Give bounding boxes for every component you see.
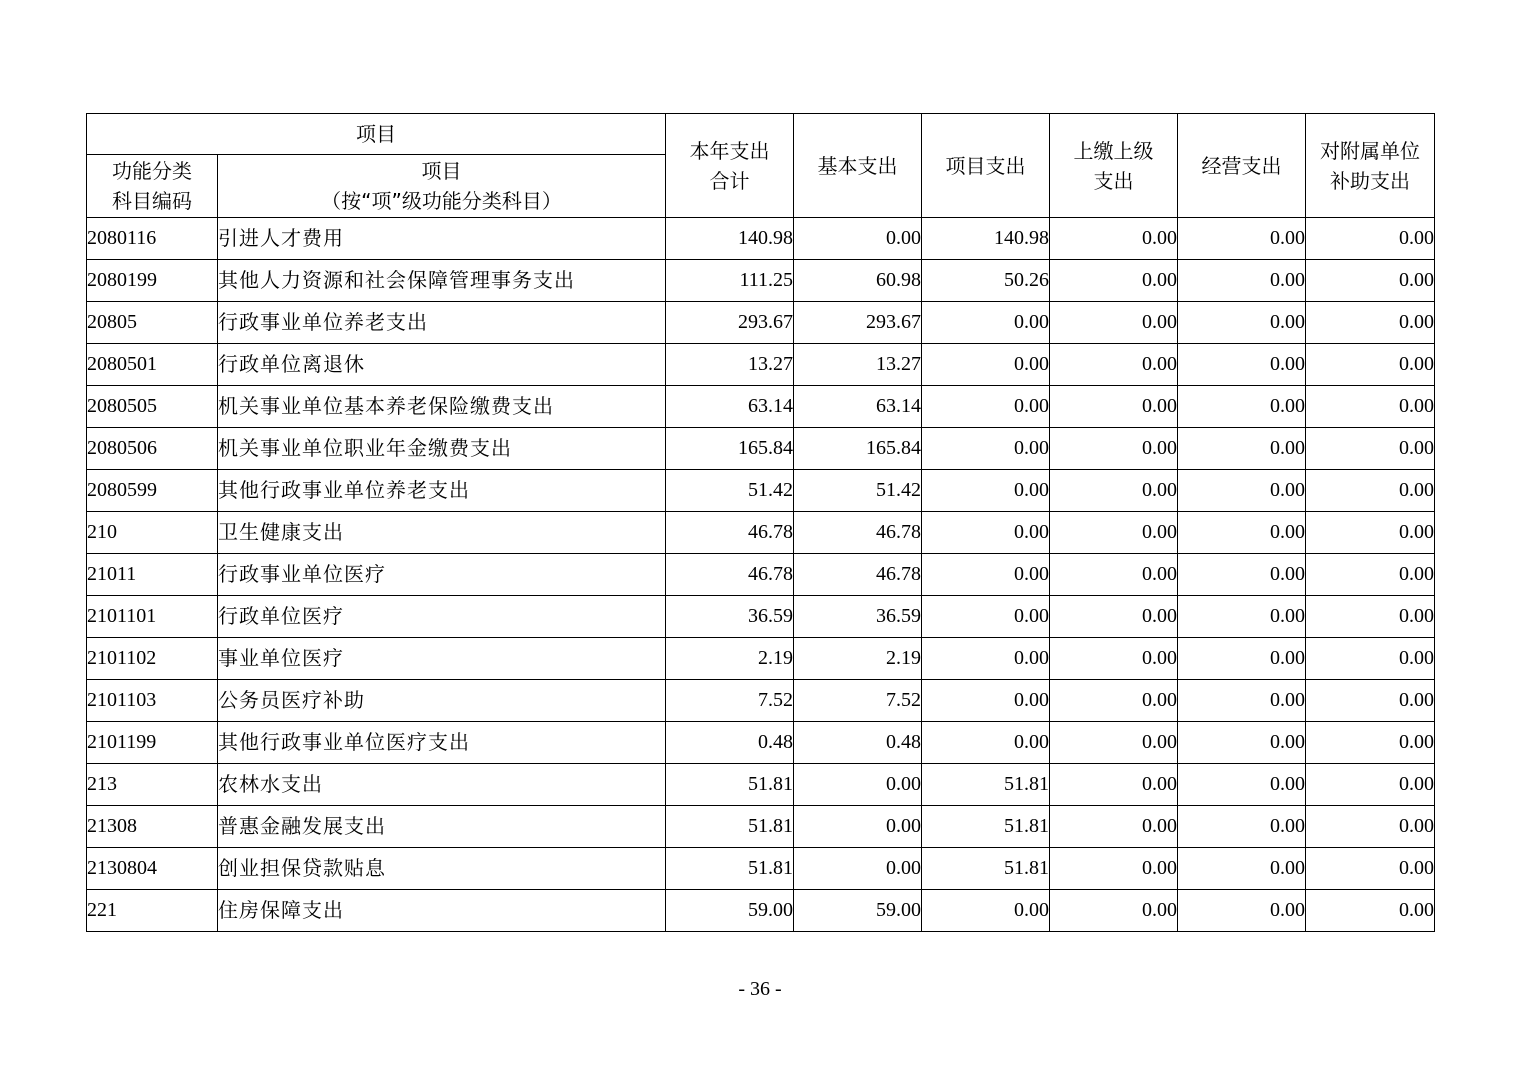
cell-code: 21308 — [87, 806, 218, 848]
cell-basic: 0.00 — [794, 848, 922, 890]
cell-total: 2.19 — [666, 638, 794, 680]
cell-name: 住房保障支出 — [218, 890, 666, 932]
table-row — [87, 512, 1435, 554]
cell-name: 行政单位离退休 — [218, 344, 666, 386]
cell-code: 2101199 — [87, 722, 218, 764]
cell-name: 其他行政事业单位养老支出 — [218, 470, 666, 512]
cell-code: 2080506 — [87, 428, 218, 470]
cell-subsidy: 0.00 — [1306, 806, 1435, 848]
cell-name: 创业担保贷款贴息 — [218, 848, 666, 890]
cell-total: 165.84 — [666, 428, 794, 470]
cell-operating: 0.00 — [1178, 302, 1306, 344]
cell-total: 293.67 — [666, 302, 794, 344]
cell-code: 210 — [87, 512, 218, 554]
cell-project: 0.00 — [922, 470, 1050, 512]
cell-project: 0.00 — [922, 344, 1050, 386]
cell-total: 36.59 — [666, 596, 794, 638]
table-row — [87, 764, 1435, 806]
cell-upper: 0.00 — [1050, 722, 1178, 764]
cell-project: 0.00 — [922, 722, 1050, 764]
cell-project: 51.81 — [922, 764, 1050, 806]
cell-upper: 0.00 — [1050, 806, 1178, 848]
table-row — [87, 260, 1435, 302]
cell-upper: 0.00 — [1050, 260, 1178, 302]
cell-upper: 0.00 — [1050, 386, 1178, 428]
cell-subsidy: 0.00 — [1306, 512, 1435, 554]
header-item-line2: （按“项”级功能分类科目） — [321, 189, 562, 213]
cell-total: 59.00 — [666, 890, 794, 932]
cell-upper: 0.00 — [1050, 218, 1178, 260]
cell-code: 2080116 — [87, 218, 218, 260]
table-row — [87, 596, 1435, 638]
header-item-line1: 项目 — [421, 159, 462, 183]
cell-code: 2101101 — [87, 596, 218, 638]
cell-subsidy: 0.00 — [1306, 470, 1435, 512]
cell-upper: 0.00 — [1050, 596, 1178, 638]
header-code-line2: 科目编码 — [112, 189, 192, 213]
cell-project: 0.00 — [922, 680, 1050, 722]
cell-operating: 0.00 — [1178, 218, 1306, 260]
table-row — [87, 722, 1435, 764]
cell-total: 111.25 — [666, 260, 794, 302]
cell-operating: 0.00 — [1178, 512, 1306, 554]
cell-upper: 0.00 — [1050, 554, 1178, 596]
cell-project: 51.81 — [922, 848, 1050, 890]
cell-name: 行政单位医疗 — [218, 596, 666, 638]
cell-total: 51.42 — [666, 470, 794, 512]
header-project: 项目支出 — [922, 114, 1050, 218]
table-row — [87, 302, 1435, 344]
cell-operating: 0.00 — [1178, 890, 1306, 932]
cell-name: 其他行政事业单位医疗支出 — [218, 722, 666, 764]
table-row — [87, 806, 1435, 848]
cell-basic: 0.00 — [794, 764, 922, 806]
cell-name: 引进人才费用 — [218, 218, 666, 260]
cell-basic: 46.78 — [794, 554, 922, 596]
cell-code: 213 — [87, 764, 218, 806]
cell-project: 0.00 — [922, 302, 1050, 344]
table-header — [87, 114, 1435, 218]
cell-upper: 0.00 — [1050, 470, 1178, 512]
table-row — [87, 470, 1435, 512]
table-row — [87, 890, 1435, 932]
cell-subsidy: 0.00 — [1306, 386, 1435, 428]
cell-name: 公务员医疗补助 — [218, 680, 666, 722]
page-number: - 36 - — [738, 978, 782, 1000]
header-code — [87, 155, 218, 218]
cell-subsidy: 0.00 — [1306, 848, 1435, 890]
cell-project: 0.00 — [922, 890, 1050, 932]
header-subsidy-line2: 补助支出 — [1330, 168, 1410, 193]
cell-name: 农林水支出 — [218, 764, 666, 806]
cell-upper: 0.00 — [1050, 638, 1178, 680]
cell-subsidy: 0.00 — [1306, 764, 1435, 806]
cell-project: 140.98 — [922, 218, 1050, 260]
cell-operating: 0.00 — [1178, 344, 1306, 386]
cell-name: 卫生健康支出 — [218, 512, 666, 554]
header-code-line1: 功能分类 — [112, 159, 192, 183]
cell-code: 2080599 — [87, 470, 218, 512]
cell-project: 0.00 — [922, 428, 1050, 470]
table-row — [87, 386, 1435, 428]
cell-subsidy: 0.00 — [1306, 260, 1435, 302]
cell-project: 0.00 — [922, 386, 1050, 428]
cell-basic: 165.84 — [794, 428, 922, 470]
table-row — [87, 218, 1435, 260]
cell-basic: 7.52 — [794, 680, 922, 722]
cell-code: 21011 — [87, 554, 218, 596]
header-upper — [1050, 114, 1178, 218]
cell-code: 2101102 — [87, 638, 218, 680]
cell-basic: 2.19 — [794, 638, 922, 680]
cell-operating: 0.00 — [1178, 806, 1306, 848]
cell-subsidy: 0.00 — [1306, 554, 1435, 596]
cell-basic: 0.48 — [794, 722, 922, 764]
cell-name: 行政事业单位医疗 — [218, 554, 666, 596]
table-row — [87, 680, 1435, 722]
cell-code: 221 — [87, 890, 218, 932]
cell-operating: 0.00 — [1178, 680, 1306, 722]
cell-operating: 0.00 — [1178, 596, 1306, 638]
cell-subsidy: 0.00 — [1306, 302, 1435, 344]
cell-code: 2080199 — [87, 260, 218, 302]
cell-operating: 0.00 — [1178, 428, 1306, 470]
cell-operating: 0.00 — [1178, 470, 1306, 512]
table-row — [87, 848, 1435, 890]
cell-operating: 0.00 — [1178, 638, 1306, 680]
cell-name: 行政事业单位养老支出 — [218, 302, 666, 344]
header-upper-line2: 支出 — [1093, 168, 1134, 193]
cell-basic: 0.00 — [794, 218, 922, 260]
cell-operating: 0.00 — [1178, 764, 1306, 806]
cell-upper: 0.00 — [1050, 680, 1178, 722]
cell-code: 2080505 — [87, 386, 218, 428]
expenditure-table — [86, 113, 1435, 932]
cell-basic: 0.00 — [794, 806, 922, 848]
header-subsidy — [1306, 114, 1435, 218]
cell-total: 63.14 — [666, 386, 794, 428]
header-item-group: 项目 — [87, 114, 666, 155]
cell-subsidy: 0.00 — [1306, 890, 1435, 932]
cell-operating: 0.00 — [1178, 554, 1306, 596]
cell-code: 2130804 — [87, 848, 218, 890]
cell-project: 0.00 — [922, 638, 1050, 680]
header-upper-line1: 上缴上级 — [1073, 138, 1154, 163]
cell-basic: 51.42 — [794, 470, 922, 512]
header-item — [218, 155, 666, 218]
cell-basic: 46.78 — [794, 512, 922, 554]
cell-operating: 0.00 — [1178, 386, 1306, 428]
cell-total: 7.52 — [666, 680, 794, 722]
header-operating: 经营支出 — [1178, 114, 1306, 218]
cell-total: 140.98 — [666, 218, 794, 260]
header-basic: 基本支出 — [794, 114, 922, 218]
cell-upper: 0.00 — [1050, 890, 1178, 932]
cell-total: 51.81 — [666, 848, 794, 890]
cell-basic: 59.00 — [794, 890, 922, 932]
cell-name: 机关事业单位职业年金缴费支出 — [218, 428, 666, 470]
cell-name: 机关事业单位基本养老保险缴费支出 — [218, 386, 666, 428]
cell-operating: 0.00 — [1178, 848, 1306, 890]
cell-project: 0.00 — [922, 512, 1050, 554]
header-total — [666, 114, 794, 218]
cell-operating: 0.00 — [1178, 722, 1306, 764]
cell-total: 51.81 — [666, 764, 794, 806]
cell-basic: 63.14 — [794, 386, 922, 428]
cell-basic: 13.27 — [794, 344, 922, 386]
table-row — [87, 344, 1435, 386]
header-total-line1: 本年支出 — [689, 138, 770, 163]
cell-operating: 0.00 — [1178, 260, 1306, 302]
cell-name: 普惠金融发展支出 — [218, 806, 666, 848]
cell-code: 2080501 — [87, 344, 218, 386]
table-row — [87, 428, 1435, 470]
cell-subsidy: 0.00 — [1306, 680, 1435, 722]
cell-project: 50.26 — [922, 260, 1050, 302]
table-row — [87, 554, 1435, 596]
cell-name: 事业单位医疗 — [218, 638, 666, 680]
table-body — [87, 218, 1435, 932]
cell-project: 0.00 — [922, 596, 1050, 638]
cell-total: 13.27 — [666, 344, 794, 386]
cell-total: 0.48 — [666, 722, 794, 764]
cell-project: 51.81 — [922, 806, 1050, 848]
cell-subsidy: 0.00 — [1306, 218, 1435, 260]
cell-total: 46.78 — [666, 512, 794, 554]
cell-basic: 60.98 — [794, 260, 922, 302]
cell-code: 2101103 — [87, 680, 218, 722]
cell-total: 51.81 — [666, 806, 794, 848]
cell-name: 其他人力资源和社会保障管理事务支出 — [218, 260, 666, 302]
cell-upper: 0.00 — [1050, 344, 1178, 386]
cell-upper: 0.00 — [1050, 848, 1178, 890]
cell-total: 46.78 — [666, 554, 794, 596]
cell-upper: 0.00 — [1050, 302, 1178, 344]
header-subsidy-line1: 对附属单位 — [1320, 138, 1420, 163]
cell-basic: 36.59 — [794, 596, 922, 638]
cell-basic: 293.67 — [794, 302, 922, 344]
cell-subsidy: 0.00 — [1306, 722, 1435, 764]
cell-subsidy: 0.00 — [1306, 344, 1435, 386]
cell-code: 20805 — [87, 302, 218, 344]
cell-subsidy: 0.00 — [1306, 638, 1435, 680]
cell-upper: 0.00 — [1050, 512, 1178, 554]
cell-project: 0.00 — [922, 554, 1050, 596]
header-total-line2: 合计 — [709, 168, 750, 193]
table-row — [87, 638, 1435, 680]
cell-upper: 0.00 — [1050, 428, 1178, 470]
cell-subsidy: 0.00 — [1306, 428, 1435, 470]
cell-upper: 0.00 — [1050, 764, 1178, 806]
cell-subsidy: 0.00 — [1306, 596, 1435, 638]
